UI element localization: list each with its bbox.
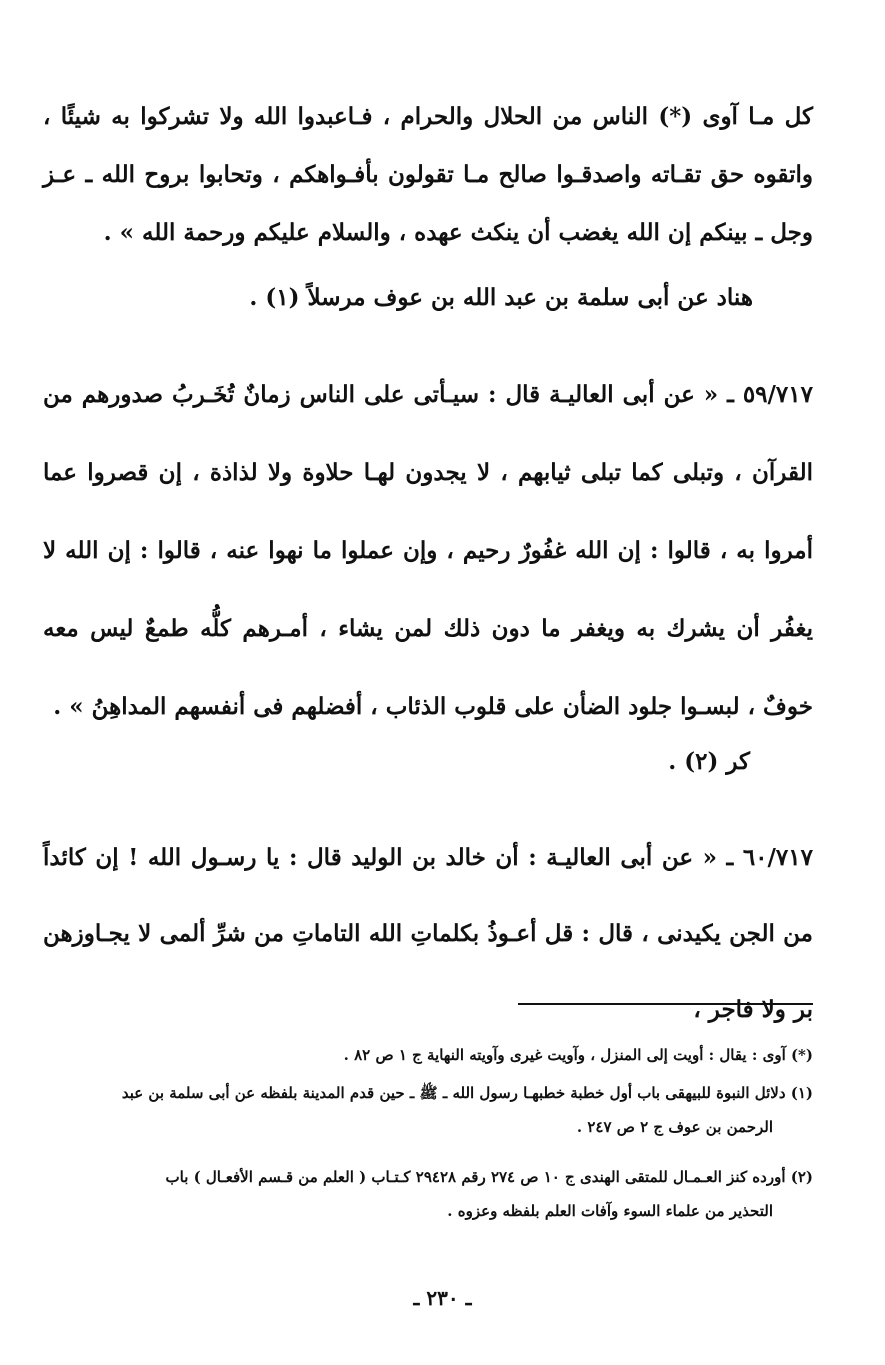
footnote-1-line-1: (١) دلائل النبوة للبيهقى باب أول خطبة خطبهـا رسول الله ـ ﷺ ـ حين قدم المدينة بلفظه عن أبى سلمة بن عبد <box>121 1084 813 1102</box>
footnote-2 <box>43 1160 813 1228</box>
footnote-2-line-1: (٢) أورده كنز العـمـال للمتقى الهندى ج ١٠ ص ٢٧٤ رقم ٢٩٤٢٨ كـتـاب ( العلم من قـسم الأفعـال ) باب <box>165 1168 813 1186</box>
body-paragraph-3: ٥٩/٧١٧ ـ « عن أبى العاليـة قال : سيـأتى على الناس زمانٌ تُخَـربُ صدورهم من القرآن ، وتبلى كما تبلى ثيابهم ، لا يجدون لهـا حلاوة ولا لذاذة ، إن قصروا عما أمروا به ، قالوا : إن الله غفُورٌ رحيم ، وإن عملوا ما نهوا عنه ، قالوا : إن الله لا يغفُر أن يشرك به ويغفر ما دون ذلك لمن يشاء ، أمـرهم كلُّه طمعٌ ليس معه خوفٌ ، لبسـوا جلود الضأن على قلوب الذئاب ، أفضلهم فى أنفسهم المداهِنُ » . <box>43 381 813 720</box>
body-paragraph-2: هناد عن أبى سلمة بن عبد الله بن عوف مرسلاً (١) . <box>249 284 753 311</box>
body-paragraph-5: ٦٠/٧١٧ ـ « عن أبى العاليـة : أن خالد بن الوليد قال : يا رسـول الله ! إن كائداً من الجن يكيدنى ، قال : قل أعـوذُ بكلماتِ الله التاماتِ من شرِّ ألمى لا يجـاوزهن بر ولا فاجر ، <box>43 844 813 1023</box>
footnote-1 <box>43 1076 813 1144</box>
body-paragraph-1: كل مـا آوى (*) الناس من الحلال والحرام ، فـاعبدوا الله ولا تشركوا به شيئًا ، واتقوه حق تقـاته واصدقـوا صالح مـا تقولون بأفـواهكم ، وتحابوا بروح الله ـ عـز وجل ـ بينكم إن الله يغضب أن ينكث عهده ، والسلام عليكم ورحمة الله » . <box>43 103 813 246</box>
footnote-1-line-2: الرحمن بن عوف ج ٢ ص ٢٤٧ . <box>576 1118 773 1136</box>
footnote-2-line-2: التحذير من علماء السوء وآفات العلم بلفظه وعزوه . <box>447 1202 773 1220</box>
page-number: ـ ٢٣٠ ـ <box>413 1286 472 1310</box>
body-paragraph-4: كر (٢) . <box>668 748 750 775</box>
footnote-star: (*) آوى : يقال : أويت إلى المنزل ، وآويت غيرى وآويته النهاية ج ١ ص ٨٢ . <box>343 1046 813 1064</box>
footnote-divider <box>518 1003 813 1005</box>
